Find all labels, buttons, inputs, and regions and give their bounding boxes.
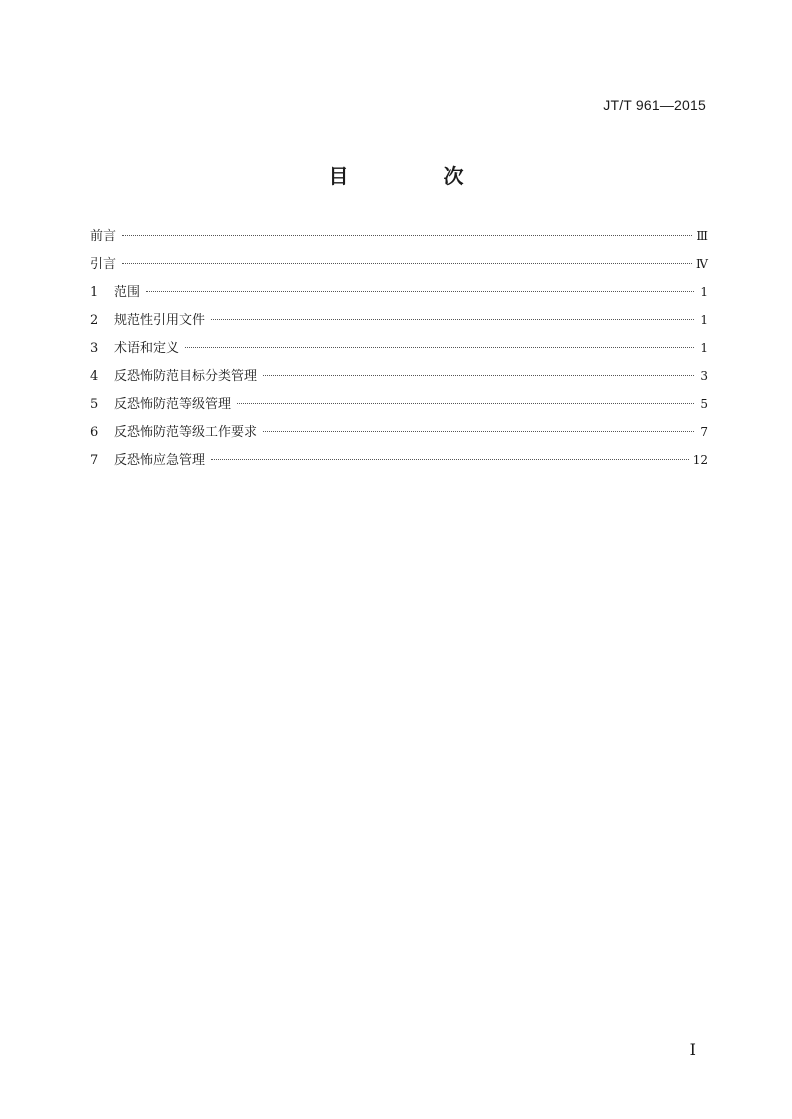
dot-leader <box>122 235 692 236</box>
toc-entry-label: 反恐怖防范目标分类管理 <box>114 369 258 384</box>
toc-entry-4[interactable] <box>90 366 708 394</box>
toc-entry-page: 7 <box>700 425 708 439</box>
toc-entry-1[interactable] <box>90 282 708 310</box>
toc-entry-label: 术语和定义 <box>114 341 180 356</box>
table-of-contents <box>90 226 708 478</box>
dot-leader <box>211 319 694 320</box>
toc-entry-number: 1 <box>90 285 99 300</box>
page-number: I <box>689 1040 696 1059</box>
toc-entry-page: 1 <box>700 285 708 299</box>
toc-entry-page: 12 <box>692 453 708 467</box>
toc-entry-foreword[interactable] <box>90 226 708 254</box>
dot-leader <box>211 459 689 460</box>
toc-entry-6[interactable] <box>90 422 708 450</box>
dot-leader <box>263 431 694 432</box>
toc-entry-label: 反恐怖防范等级管理 <box>114 397 232 412</box>
toc-entry-page: Ⅲ <box>696 229 708 243</box>
toc-entry-number: 5 <box>90 397 99 412</box>
toc-entry-label: 引言 <box>90 257 117 272</box>
dot-leader <box>185 347 694 348</box>
toc-entry-7[interactable] <box>90 450 708 478</box>
toc-entry-page: 1 <box>700 313 708 327</box>
toc-entry-label: 前言 <box>90 229 117 244</box>
dot-leader <box>122 263 692 264</box>
toc-entry-introduction[interactable] <box>90 254 708 282</box>
toc-entry-page: 5 <box>700 397 708 411</box>
toc-entry-label: 范围 <box>114 285 141 300</box>
toc-entry-number: 6 <box>90 425 99 440</box>
toc-entry-label: 规范性引用文件 <box>114 313 206 328</box>
toc-entry-label: 反恐怖防范等级工作要求 <box>114 425 258 440</box>
dot-leader <box>146 291 694 292</box>
toc-entry-number: 7 <box>90 453 99 468</box>
toc-entry-2[interactable] <box>90 310 708 338</box>
toc-entry-3[interactable] <box>90 338 708 366</box>
toc-entry-page: 3 <box>700 369 708 383</box>
toc-entry-number: 4 <box>90 369 99 384</box>
toc-entry-5[interactable] <box>90 394 708 422</box>
page-title: 目 次 <box>328 164 508 188</box>
toc-entry-number: 2 <box>90 313 99 328</box>
toc-entry-label: 反恐怖应急管理 <box>114 453 206 468</box>
toc-entry-page: Ⅳ <box>696 257 708 271</box>
toc-entry-page: 1 <box>700 341 708 355</box>
standard-code: JT/T 961—2015 <box>603 97 706 113</box>
dot-leader <box>237 403 694 404</box>
toc-entry-number: 3 <box>90 341 99 356</box>
dot-leader <box>263 375 694 376</box>
